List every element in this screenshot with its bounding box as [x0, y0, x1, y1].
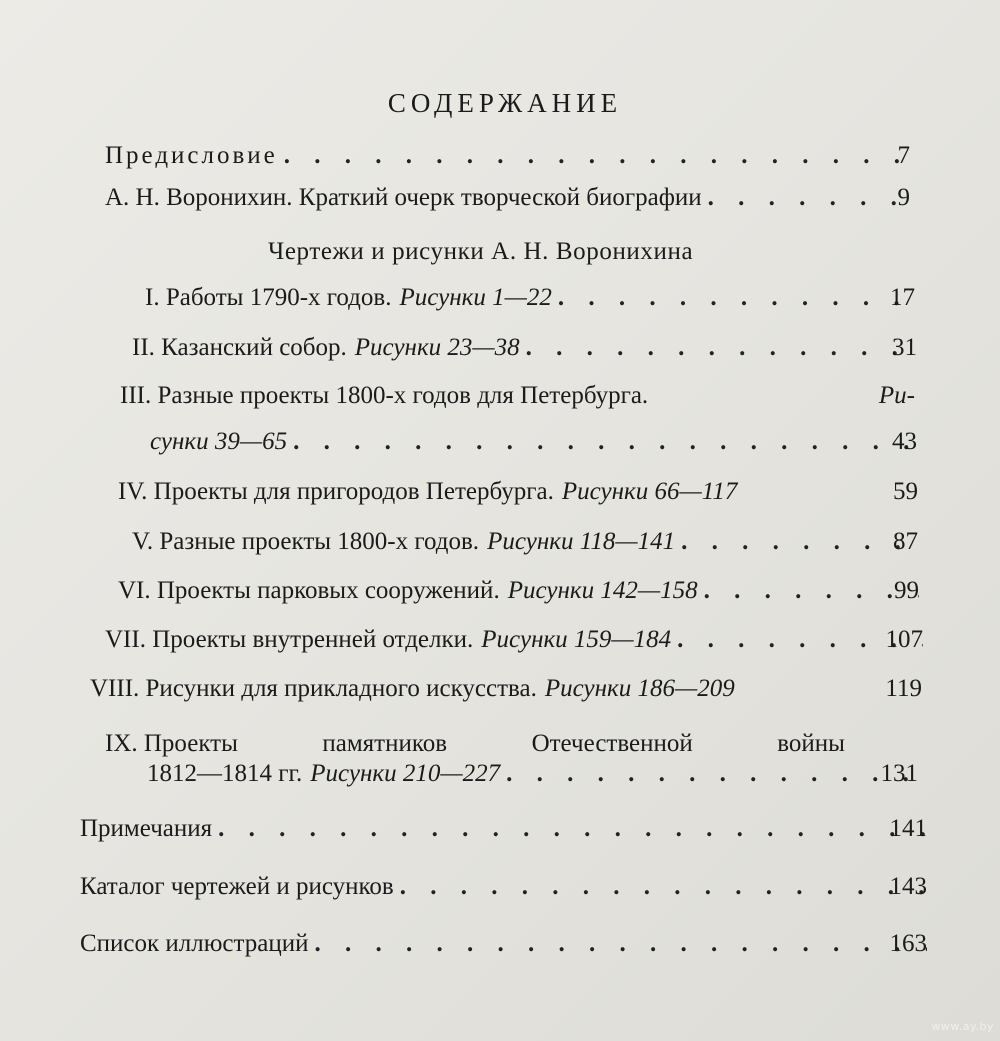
toc-entry-label: Примечания: [80, 815, 213, 842]
toc-entry-illustrations: [80, 930, 927, 966]
toc-page-number: 119: [885, 675, 922, 702]
toc-entry-label: Список иллюстраций: [80, 930, 309, 957]
leader-dots: [293, 428, 917, 456]
section-heading: Чертежи и рисунки А. Н. Воронихина: [268, 238, 694, 265]
toc-entry-chapter-7: [105, 626, 923, 662]
toc-entry-label: II. Казанский собор.: [132, 334, 347, 361]
toc-page-number: 143: [889, 873, 927, 900]
toc-entry-label: VIII. Рисунки для прикладного искусства.: [90, 675, 537, 702]
toc-entry-label: III. Разные проекты 1800-х годов для Петербурга.: [120, 382, 649, 409]
toc-entry-chapter-3-line-2: [150, 428, 917, 464]
toc-entry-chapter-2: [132, 334, 917, 370]
toc-entry-label: IV. Проекты для пригородов Петербурга.: [118, 478, 554, 505]
toc-page-number: 7: [897, 142, 910, 169]
toc-entry-figures: Ри-: [878, 382, 915, 409]
toc-entry-label: VI. Проекты парковых сооружений.: [118, 577, 500, 604]
toc-page-number: 99: [894, 577, 919, 604]
toc-entry-label: Каталог чертежей и рисунков: [80, 873, 394, 900]
toc-entry-figures: Рисунки 66—117: [561, 478, 738, 505]
leader-dots: [218, 815, 927, 843]
toc-entry-chapter-6: [118, 577, 919, 613]
toc-entry-biography: [105, 184, 910, 220]
toc-entry-figures: Рисунки 159—184: [481, 626, 672, 653]
toc-entry-notes: [80, 815, 927, 851]
toc-page-number: 43: [892, 428, 917, 455]
toc-entry-catalog: [80, 873, 927, 909]
toc-entry-chapter-5: [132, 528, 918, 564]
toc-entry-label: V. Разные проекты 1800-х годов.: [132, 528, 480, 555]
leader-dots: [315, 930, 928, 958]
toc-page-number: 87: [893, 528, 918, 555]
toc-entry-label: Предисловие: [105, 142, 278, 169]
toc-entry-figures: Рисунки 210—227: [310, 760, 501, 787]
leader-dots: [400, 873, 927, 901]
toc-page-number: 107: [885, 626, 923, 653]
page-title: СОДЕРЖАНИЕ: [387, 88, 623, 118]
toc-entry-figures: Рисунки 118—141: [487, 528, 676, 555]
toc-entry-word: войны: [777, 730, 845, 757]
toc-entry-chapter-9-line-1: [105, 730, 845, 758]
toc-entry-label: А. Н. Воронихин. Краткий очерк творческой биографии: [105, 184, 702, 211]
toc-page-number: 163: [889, 930, 927, 957]
toc-page-number: 17: [890, 284, 915, 311]
toc-page-number: 141: [889, 815, 927, 842]
toc-entry-word: IX. Проекты: [105, 730, 238, 757]
leader-dots: [708, 184, 910, 212]
toc-entry-figures: Рисунки 23—38: [354, 334, 520, 361]
leader-dots: [506, 760, 918, 788]
toc-entry-chapter-1: [145, 284, 915, 320]
leader-dots: [284, 142, 910, 170]
toc-page-number: 9: [897, 184, 910, 211]
toc-entry-label: VII. Проекты внутренней отделки.: [105, 626, 474, 653]
toc-entry-figures: Рисунки 186—209: [544, 675, 735, 702]
toc-entry-preface: [105, 142, 910, 178]
toc-entry-chapter-9-line-2: [147, 760, 918, 796]
toc-page-number: 59: [893, 478, 918, 505]
toc-entry-chapter-8: [90, 675, 922, 711]
toc-page-number: 131: [880, 760, 918, 787]
toc-entry-figures: сунки 39—65: [150, 428, 288, 455]
toc-entry-figures: Рисунки 142—158: [507, 577, 698, 604]
leader-dots: [704, 577, 919, 605]
toc-entry-word: Отечественной: [531, 730, 693, 757]
leader-dots: [558, 284, 915, 312]
toc-entry-figures: Рисунки 1—22: [399, 284, 552, 311]
leader-dots: [526, 334, 917, 362]
leader-dots: [681, 528, 918, 556]
toc-page-number: 31: [892, 334, 917, 361]
toc-entry-chapter-4: [118, 478, 918, 514]
toc-entry-chapter-3-line-1: [120, 382, 915, 410]
toc-entry-word: памятников: [322, 730, 448, 757]
toc-entry-label: 1812—1814 гг.: [147, 760, 303, 787]
toc-entry-label: I. Работы 1790-х годов.: [145, 284, 392, 311]
watermark: www.ay.by: [931, 1020, 994, 1033]
